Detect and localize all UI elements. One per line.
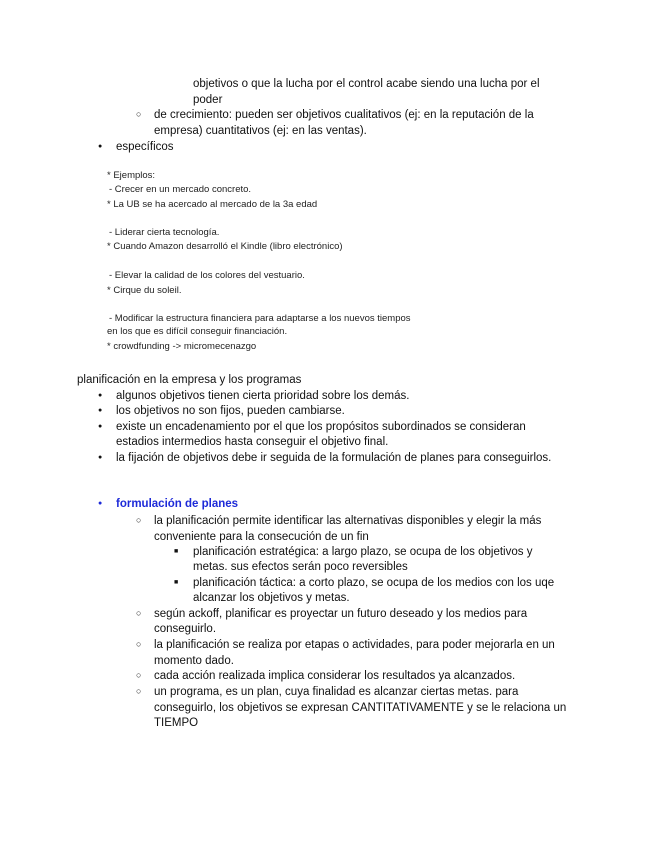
example-line: - Crecer en un mercado concreto. [109, 184, 252, 195]
example-line: en los que es difícil conseguir financiación. [107, 326, 288, 337]
list-item: los objetivos no son fijos, pueden cambiarse. [116, 405, 345, 417]
example-line: - Modificar la estructura financiera para adaptarse a los nuevos tiempos [109, 313, 411, 324]
circle-bullet-icon [136, 514, 141, 529]
circle-bullet-icon [136, 607, 141, 622]
example-line: * La UB se ha acercado al mercado de la 3a edad [107, 199, 318, 210]
continuation-text: poder [193, 94, 223, 106]
example-line: * crowdfunding -> micromecenazgo [107, 341, 257, 352]
disc-bullet-icon [98, 389, 102, 405]
list-item: momento dado. [154, 655, 234, 667]
circle-bullet-icon [136, 685, 141, 700]
list-item: conseguirlo, los objetivos se expresan CANTITATIVAMENTE y se le relaciona un [154, 702, 567, 714]
continuation-text: objetivos o que la lucha por el control acabe siendo una lucha por el [193, 78, 540, 90]
square-bullet-icon [174, 545, 178, 561]
example-line: * Cuando Amazon desarrolló el Kindle (libro electrónico) [107, 241, 343, 252]
list-item: metas. sus efectos serán poco reversibles [193, 561, 408, 573]
list-item: planificación táctica: a corto plazo, se ocupa de los medios con los uqe [193, 577, 555, 589]
crecimiento-text: empresa) cuantitativos (ej: en las ventas). [154, 125, 367, 137]
formulacion-title: formulación de planes [116, 498, 239, 510]
list-item: según ackoff, planificar es proyectar un futuro deseado y los medios para [154, 608, 528, 620]
list-item: cada acción realizada implica considerar los resultados ya alcanzados. [154, 670, 516, 682]
disc-bullet-icon [98, 420, 102, 436]
list-item: alcanzar los objetivos y metas. [193, 592, 350, 604]
list-item: estadios intermedios hasta conseguir el objetivo final. [116, 436, 389, 448]
example-line: - Elevar la calidad de los colores del vestuario. [109, 270, 305, 281]
example-line: * Ejemplos: [107, 170, 156, 181]
list-item: algunos objetivos tienen cierta prioridad sobre los demás. [116, 390, 410, 402]
list-item: existe un encadenamiento por el que los propósitos subordinados se consideran [116, 421, 526, 433]
list-item: TIEMPO [154, 717, 199, 729]
list-item: la planificación se realiza por etapas o actividades, para poder mejorarla en un [154, 639, 555, 651]
list-item: la fijación de objetivos debe ir seguida de la formulación de planes para conseguirlos. [116, 452, 552, 464]
list-item: conseguirlo. [154, 623, 217, 635]
list-item: planificación estratégica: a largo plazo, se ocupa de los objetivos y [193, 546, 533, 558]
example-line: * Cirque du soleil. [107, 285, 182, 296]
especificos-item: específicos [116, 141, 174, 153]
circle-bullet-icon [136, 108, 141, 123]
section-heading: planificación en la empresa y los programas [77, 374, 302, 386]
square-bullet-icon [174, 576, 178, 592]
disc-bullet-icon [98, 497, 102, 513]
circle-bullet-icon [136, 638, 141, 653]
list-item: conveniente para la consecución de un fin [154, 531, 369, 543]
circle-bullet-icon [136, 669, 141, 684]
list-item: un programa, es un plan, cuya finalidad es alcanzar ciertas metas. para [154, 686, 519, 698]
crecimiento-text: de crecimiento: pueden ser objetivos cualitativos (ej: en la reputación de la [154, 109, 534, 121]
disc-bullet-icon [98, 451, 102, 467]
list-item: la planificación permite identificar las alternativas disponibles y elegir la más [154, 515, 542, 527]
disc-bullet-icon [98, 140, 102, 156]
disc-bullet-icon [98, 404, 102, 420]
example-line: - Liderar cierta tecnología. [109, 227, 220, 238]
